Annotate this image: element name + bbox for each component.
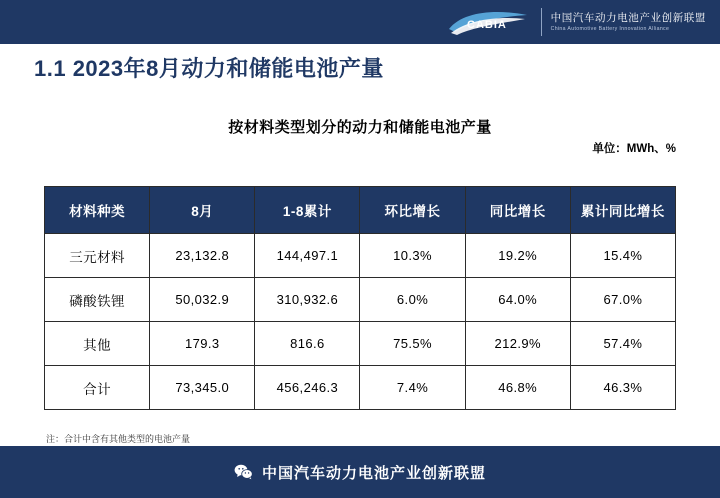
table-cell: 10.3% <box>360 234 465 278</box>
table-body <box>45 234 676 410</box>
table-column-header: 环比增长 <box>360 187 465 234</box>
table-cell: 6.0% <box>360 278 465 322</box>
table-cell: 310,932.6 <box>255 278 360 322</box>
footer-text: 中国汽车动力电池产业创新联盟 <box>261 464 486 482</box>
table-cell: 73,345.0 <box>150 366 255 410</box>
table-column-header: 1-8累计 <box>255 187 360 234</box>
table-row <box>45 322 676 366</box>
data-table-container <box>44 186 676 410</box>
table-row <box>45 366 676 410</box>
table-cell: 212.9% <box>465 322 570 366</box>
table-cell: 19.2% <box>465 234 570 278</box>
table-cell: 816.6 <box>255 322 360 366</box>
chart-subtitle: 按材料类型划分的动力和储能电池产量 <box>228 119 492 136</box>
org-name-cn: 中国汽车动力电池产业创新联盟 <box>550 11 706 24</box>
svg-text:CABIA: CABIA <box>466 19 507 31</box>
table-cell: 46.8% <box>465 366 570 410</box>
table-cell-category: 三元材料 <box>45 234 150 278</box>
table-cell: 23,132.8 <box>150 234 255 278</box>
wechat-icon <box>234 464 253 480</box>
org-name-en: China Automotive Battery Innovation Alliance <box>550 25 670 32</box>
header-org-names <box>541 8 706 36</box>
table-column-header: 8月 <box>150 187 255 234</box>
table-cell: 57.4% <box>570 322 675 366</box>
footnote: 注：合计中含有其他类型的电池产量 <box>46 434 191 444</box>
page-footer <box>0 446 720 498</box>
data-table <box>44 186 676 410</box>
page-header <box>0 0 720 44</box>
table-cell: 15.4% <box>570 234 675 278</box>
table-cell: 50,032.9 <box>150 278 255 322</box>
table-column-header: 累计同比增长 <box>570 187 675 234</box>
header-branding <box>445 7 720 37</box>
table-cell-category: 其他 <box>45 322 150 366</box>
table-cell: 46.3% <box>570 366 675 410</box>
table-column-header: 同比增长 <box>465 187 570 234</box>
table-cell-category: 合计 <box>45 366 150 410</box>
page-title: 1.1 2023年8月动力和储能电池产量 <box>34 56 384 81</box>
table-column-header: 材料种类 <box>45 187 150 234</box>
table-cell: 456,246.3 <box>255 366 360 410</box>
table-row <box>45 278 676 322</box>
table-cell: 7.4% <box>360 366 465 410</box>
table-cell: 179.3 <box>150 322 255 366</box>
cabia-logo-icon <box>445 7 531 37</box>
unit-note: 单位：MWh、% <box>592 143 676 155</box>
table-cell: 75.5% <box>360 322 465 366</box>
footer-branding <box>234 462 486 483</box>
table-header-row <box>45 187 676 234</box>
table-header <box>45 187 676 234</box>
table-cell: 144,497.1 <box>255 234 360 278</box>
table-row <box>45 234 676 278</box>
table-cell: 67.0% <box>570 278 675 322</box>
table-cell-category: 磷酸铁锂 <box>45 278 150 322</box>
table-cell: 64.0% <box>465 278 570 322</box>
